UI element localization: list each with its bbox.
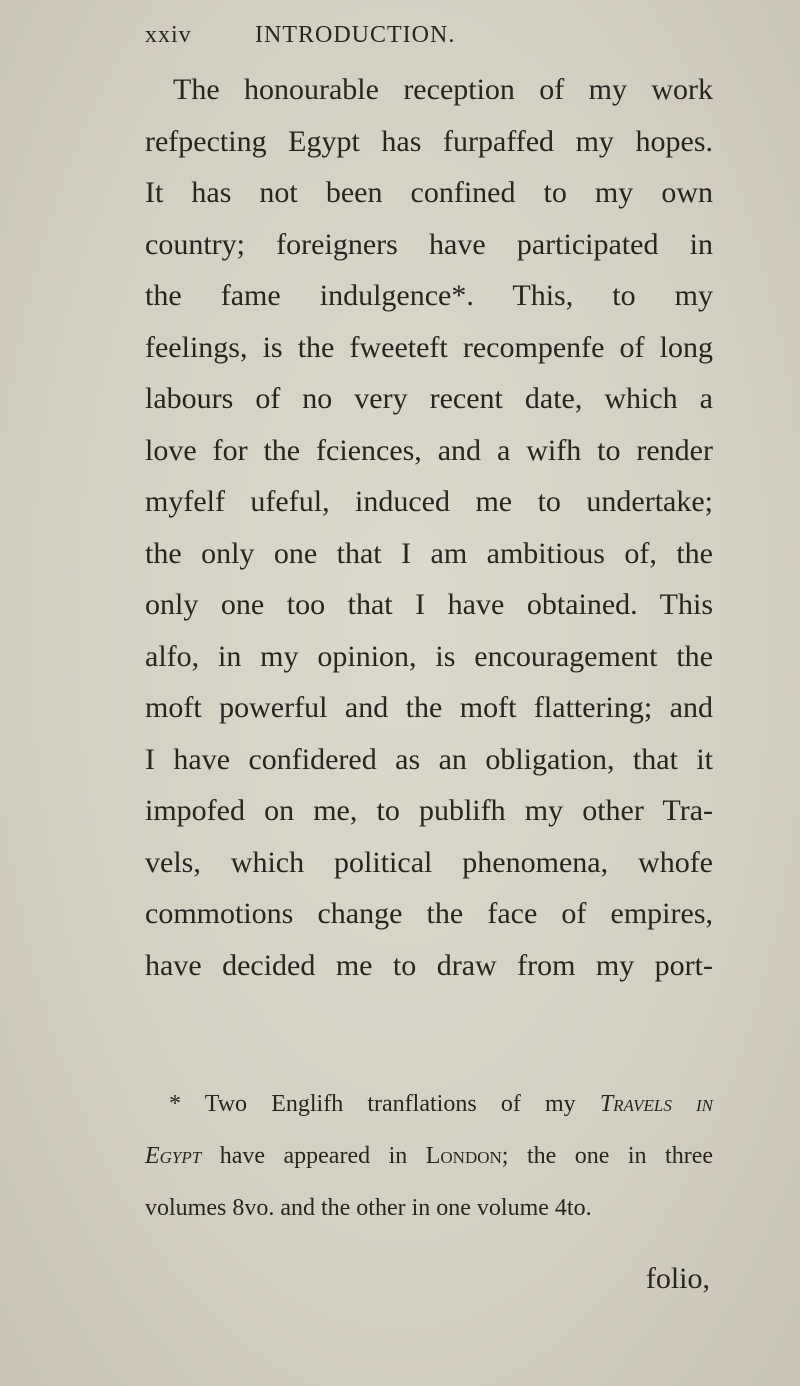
text-line: impofed on me, to publifh my other Tra- bbox=[145, 794, 713, 827]
footnote-title: Egypt bbox=[145, 1143, 202, 1169]
body-text bbox=[145, 64, 713, 991]
footnote-text: * Two Englifh tranflations of my bbox=[169, 1091, 600, 1117]
text-line: The honourable reception of my work bbox=[173, 73, 713, 106]
text-line: refpecting Egypt has furpaffed my hopes. bbox=[145, 124, 713, 158]
text-line: the fame indulgence*. This, to my bbox=[145, 279, 713, 312]
footnote-line bbox=[145, 1078, 713, 1130]
text-line: have decided me to draw from my port- bbox=[145, 948, 713, 982]
catchword: folio, bbox=[645, 1262, 710, 1295]
footnote-title: Travels in bbox=[599, 1091, 713, 1117]
footnote-line bbox=[145, 1130, 713, 1182]
footnote-line: volumes 8vo. and the other in one volume 4to. bbox=[145, 1195, 592, 1221]
running-title: INTRODUCTION. bbox=[255, 22, 456, 48]
text-line: alfo, in my opinion, is encouragement the bbox=[145, 639, 713, 673]
text-line: feelings, is the fweeteft recompenfe of long bbox=[145, 330, 713, 364]
text-line: love for the fciences, and a wifh to render bbox=[145, 433, 713, 467]
text-line: It has not been confined to my own bbox=[145, 176, 713, 209]
text-line: only one too that I have obtained. This bbox=[145, 588, 713, 621]
page-number: xxiv bbox=[145, 22, 192, 48]
footnote-text: have appeared in bbox=[201, 1143, 426, 1169]
text-line: the only one that I am ambitious of, the bbox=[145, 536, 713, 570]
text-line: I have confidered as an obligation, that it bbox=[145, 742, 713, 776]
text-line: moft powerful and the moft flattering; and bbox=[145, 691, 713, 724]
footnote-text: ; the one in three bbox=[501, 1143, 713, 1169]
footnote bbox=[145, 1078, 713, 1234]
footnote-place: London bbox=[425, 1143, 502, 1169]
text-line: vels, which political phenomena, whofe bbox=[145, 845, 713, 879]
text-line: commotions change the face of empires, bbox=[145, 897, 713, 930]
text-line: myfelf ufeful, induced me to undertake; bbox=[145, 485, 713, 518]
text-line: country; foreigners have participated in bbox=[145, 227, 713, 261]
text-line: labours of no very recent date, which a bbox=[145, 382, 713, 415]
